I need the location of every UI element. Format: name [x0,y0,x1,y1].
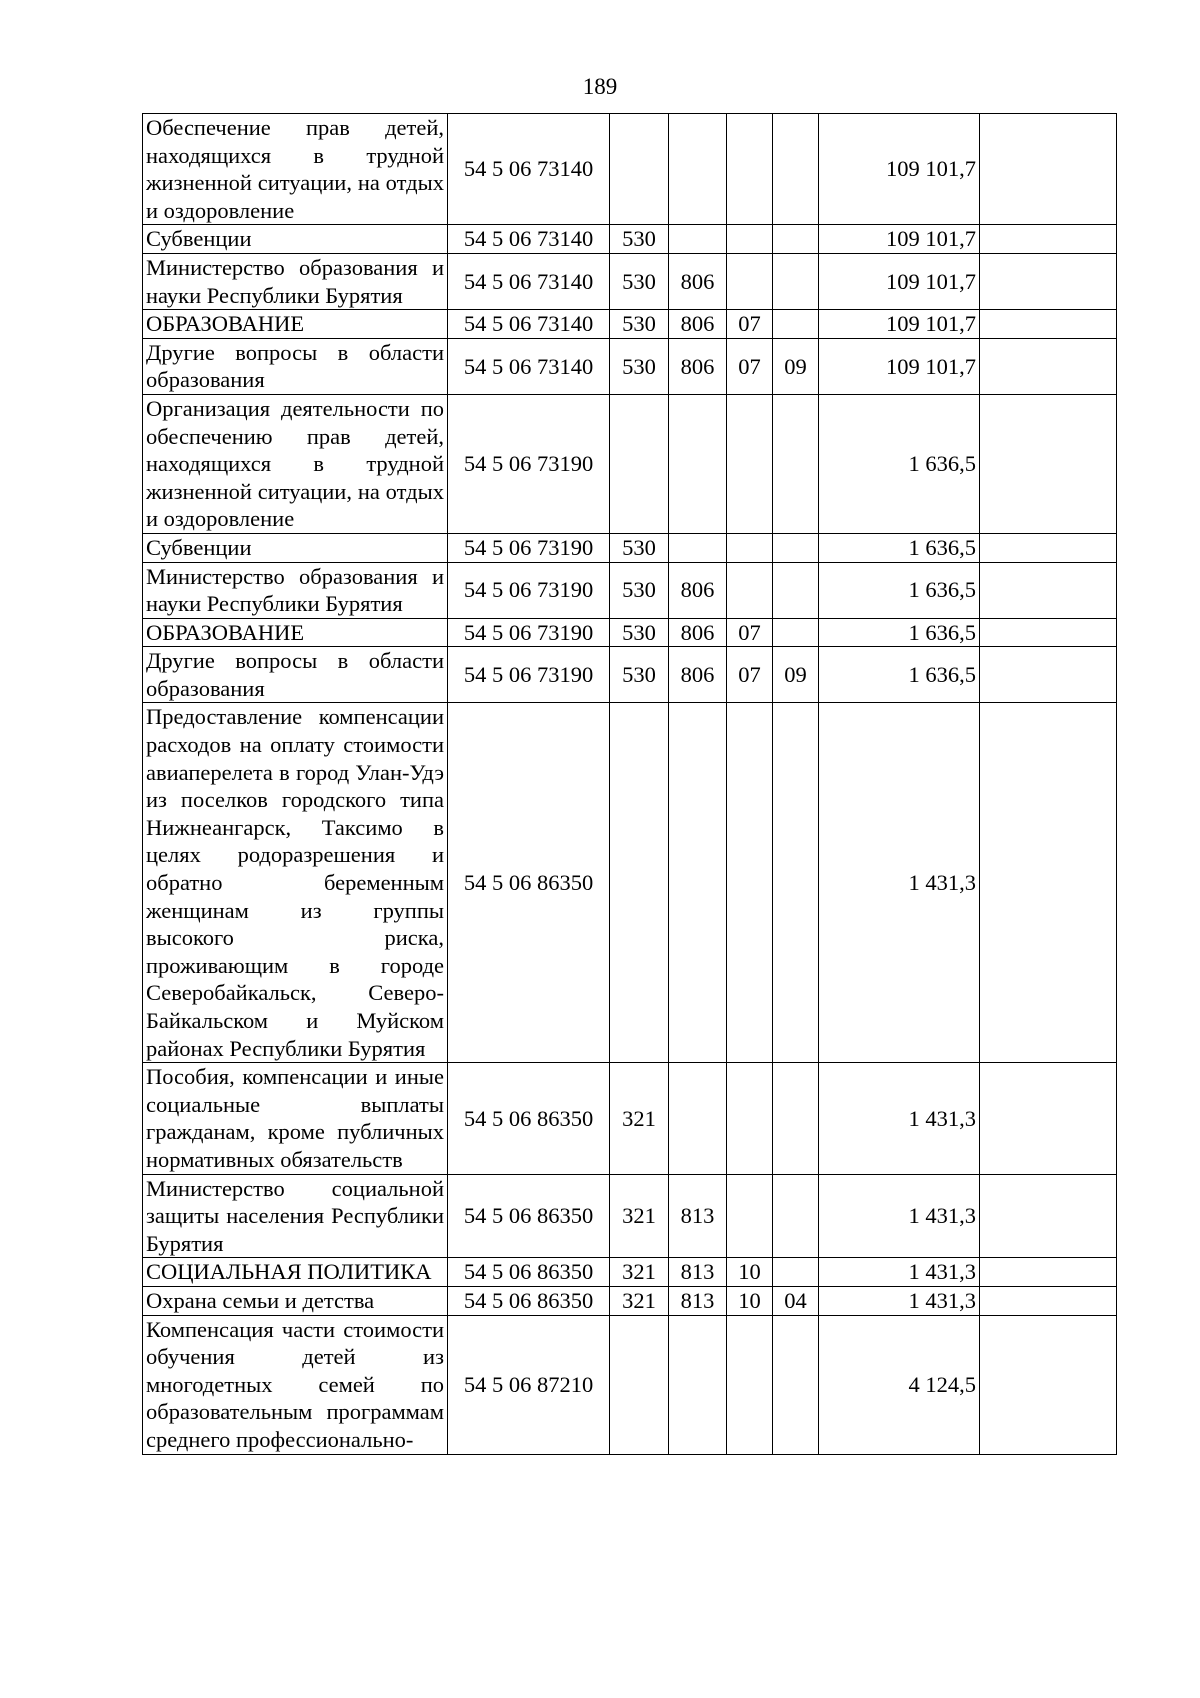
cell-subsection [773,618,819,647]
cell-name: Компенсация части стоимости обучения детей из многодетных семей по образовательным программам среднего профессионально- [143,1315,448,1454]
cell-name: Министерство образования и науки Республики Бурятия [143,253,448,309]
table-row [143,1315,1117,1454]
cell-section [727,1174,773,1258]
cell-amount: 4 124,5 [819,1315,980,1454]
cell-ministry-code [669,114,727,225]
cell-subsection [773,253,819,309]
cell-ministry-code: 813 [669,1174,727,1258]
cell-amount: 1 636,5 [819,533,980,562]
cell-empty [980,703,1117,1063]
cell-amount: 109 101,7 [819,338,980,394]
cell-expense-type: 530 [610,225,669,254]
cell-section [727,114,773,225]
cell-target-code: 54 5 06 73140 [448,253,610,309]
cell-amount: 1 431,3 [819,1286,980,1315]
cell-subsection [773,1258,819,1287]
cell-name: Субвенции [143,225,448,254]
cell-section [727,1315,773,1454]
cell-amount: 109 101,7 [819,225,980,254]
cell-name: Предоставление компенсации расходов на оплату стоимости авиаперелета в город Улан-Удэ из поселков городского типа Нижнеангарск, Таксимо в целях родоразрешения и обратно беременным женщинам из группы высокого риска, проживающим в городе Северобайкальск, Северо-Байкальском и Муйском районах Республики Бурятия [143,703,448,1063]
cell-subsection [773,1063,819,1174]
cell-ministry-code: 806 [669,562,727,618]
cell-ministry-code [669,394,727,533]
table-row [143,338,1117,394]
table-row [143,1258,1117,1287]
cell-ministry-code [669,225,727,254]
table-row [143,562,1117,618]
cell-expense-type: 321 [610,1174,669,1258]
cell-subsection [773,310,819,339]
table-row [143,533,1117,562]
cell-section [727,394,773,533]
table-row [143,225,1117,254]
cell-section: 10 [727,1286,773,1315]
cell-subsection: 09 [773,647,819,703]
table-row [143,618,1117,647]
cell-empty [980,647,1117,703]
cell-subsection [773,394,819,533]
cell-name: Организация деятельности по обеспечению прав детей, находящихся в трудной жизненной ситуации, на отдых и оздоровление [143,394,448,533]
cell-section [727,703,773,1063]
cell-target-code: 54 5 06 86350 [448,703,610,1063]
cell-subsection: 04 [773,1286,819,1315]
cell-section [727,533,773,562]
cell-empty [980,533,1117,562]
cell-amount: 1 636,5 [819,647,980,703]
cell-name: Пособия, компенсации и иные социальные выплаты гражданам, кроме публичных нормативных обязательств [143,1063,448,1174]
budget-table [142,113,1117,1455]
cell-target-code: 54 5 06 73140 [448,310,610,339]
cell-empty [980,394,1117,533]
cell-ministry-code: 806 [669,647,727,703]
cell-section: 07 [727,310,773,339]
cell-ministry-code [669,703,727,1063]
cell-expense-type: 530 [610,647,669,703]
cell-empty [980,562,1117,618]
cell-name: Министерство образования и науки Республики Бурятия [143,562,448,618]
cell-name: Другие вопросы в области образования [143,647,448,703]
cell-amount: 109 101,7 [819,114,980,225]
cell-section: 10 [727,1258,773,1287]
cell-expense-type [610,114,669,225]
cell-ministry-code [669,1315,727,1454]
cell-section [727,253,773,309]
table-row [143,1063,1117,1174]
cell-expense-type: 530 [610,533,669,562]
cell-subsection [773,562,819,618]
cell-subsection [773,533,819,562]
cell-name: ОБРАЗОВАНИЕ [143,618,448,647]
cell-expense-type [610,703,669,1063]
cell-expense-type [610,394,669,533]
cell-expense-type: 321 [610,1286,669,1315]
cell-section: 07 [727,618,773,647]
table-row [143,310,1117,339]
cell-name: ОБРАЗОВАНИЕ [143,310,448,339]
cell-subsection: 09 [773,338,819,394]
cell-target-code: 54 5 06 86350 [448,1286,610,1315]
cell-empty [980,1174,1117,1258]
cell-empty [980,338,1117,394]
cell-empty [980,618,1117,647]
cell-ministry-code: 806 [669,310,727,339]
table-row [143,253,1117,309]
cell-target-code: 54 5 06 73190 [448,618,610,647]
cell-subsection [773,225,819,254]
table-row [143,1286,1117,1315]
cell-expense-type: 530 [610,253,669,309]
cell-amount: 109 101,7 [819,310,980,339]
table-row [143,703,1117,1063]
cell-name: Субвенции [143,533,448,562]
cell-target-code: 54 5 06 73190 [448,647,610,703]
cell-target-code: 54 5 06 87210 [448,1315,610,1454]
cell-empty [980,1315,1117,1454]
cell-section: 07 [727,338,773,394]
cell-ministry-code [669,533,727,562]
cell-target-code: 54 5 06 73190 [448,562,610,618]
cell-empty [980,225,1117,254]
cell-ministry-code: 806 [669,253,727,309]
cell-amount: 1 636,5 [819,394,980,533]
cell-subsection [773,703,819,1063]
cell-empty [980,1286,1117,1315]
cell-expense-type: 530 [610,310,669,339]
cell-expense-type: 530 [610,618,669,647]
cell-target-code: 54 5 06 86350 [448,1063,610,1174]
cell-amount: 1 431,3 [819,1063,980,1174]
cell-target-code: 54 5 06 73140 [448,114,610,225]
cell-empty [980,1063,1117,1174]
cell-expense-type: 321 [610,1258,669,1287]
cell-section [727,1063,773,1174]
cell-ministry-code: 813 [669,1258,727,1287]
cell-ministry-code: 806 [669,338,727,394]
cell-name: Обеспечение прав детей, находящихся в трудной жизненной ситуации, на отдых и оздоровление [143,114,448,225]
cell-ministry-code: 813 [669,1286,727,1315]
cell-amount: 109 101,7 [819,253,980,309]
cell-empty [980,253,1117,309]
cell-amount: 1 431,3 [819,703,980,1063]
table-row [143,114,1117,225]
cell-section: 07 [727,647,773,703]
table-row [143,647,1117,703]
cell-name: Охрана семьи и детства [143,1286,448,1315]
cell-target-code: 54 5 06 86350 [448,1174,610,1258]
cell-amount: 1 431,3 [819,1258,980,1287]
cell-expense-type: 530 [610,338,669,394]
cell-empty [980,114,1117,225]
cell-expense-type: 530 [610,562,669,618]
cell-section [727,562,773,618]
cell-name: Министерство социальной защиты населения Республики Бурятия [143,1174,448,1258]
cell-target-code: 54 5 06 73140 [448,225,610,254]
cell-amount: 1 431,3 [819,1174,980,1258]
cell-amount: 1 636,5 [819,562,980,618]
cell-expense-type [610,1315,669,1454]
cell-subsection [773,1174,819,1258]
table-row [143,1174,1117,1258]
cell-expense-type: 321 [610,1063,669,1174]
page-number: 189 [582,74,618,99]
cell-ministry-code: 806 [669,618,727,647]
cell-section [727,225,773,254]
cell-empty [980,1258,1117,1287]
cell-name: СОЦИАЛЬНАЯ ПОЛИТИКА [143,1258,448,1287]
cell-target-code: 54 5 06 73140 [448,338,610,394]
cell-amount: 1 636,5 [819,618,980,647]
cell-target-code: 54 5 06 73190 [448,394,610,533]
cell-subsection [773,114,819,225]
table-body [143,114,1117,1455]
cell-ministry-code [669,1063,727,1174]
cell-subsection [773,1315,819,1454]
cell-empty [980,310,1117,339]
table-row [143,394,1117,533]
cell-target-code: 54 5 06 86350 [448,1258,610,1287]
cell-target-code: 54 5 06 73190 [448,533,610,562]
cell-name: Другие вопросы в области образования [143,338,448,394]
